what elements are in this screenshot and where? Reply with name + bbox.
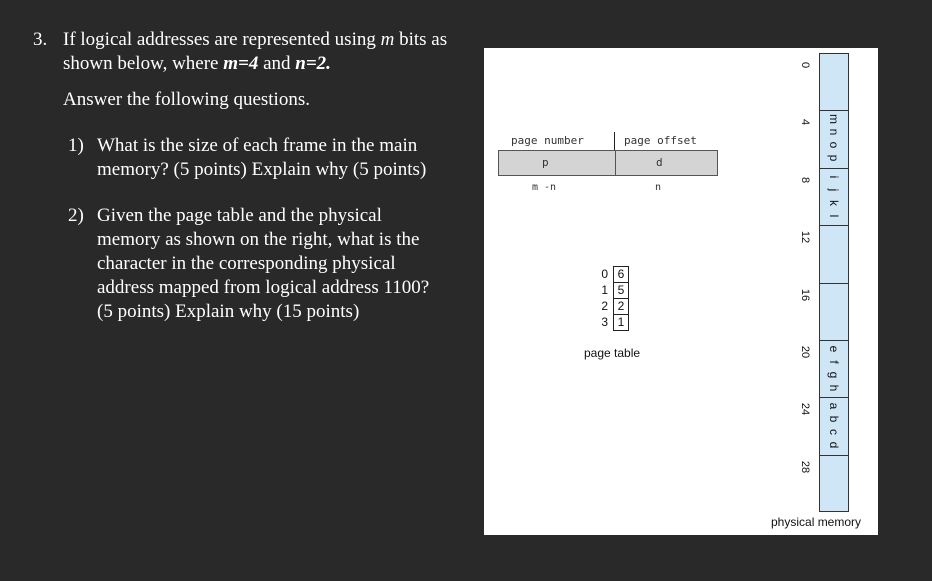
logical-address-box xyxy=(498,150,718,176)
page-number-label: page number xyxy=(511,134,584,147)
page-table-index: 2 xyxy=(601,299,608,313)
memory-address-label: 16 xyxy=(799,288,811,301)
memory-address-label: 12 xyxy=(799,231,811,244)
memory-character: g xyxy=(827,371,841,379)
physical-memory-caption: physical memory xyxy=(771,515,862,529)
page-offset-field: d xyxy=(656,156,663,169)
page-table-frame-cell: 2 xyxy=(613,298,629,315)
sub-question-2-number: 2) xyxy=(68,205,84,226)
page-table-index: 0 xyxy=(601,267,608,281)
page-table-index: 3 xyxy=(601,315,608,329)
memory-character: h xyxy=(827,384,841,392)
question-params: shown below, where m=4 and n=2. xyxy=(63,53,331,74)
memory-address-label: 0 xyxy=(799,61,811,69)
memory-character: p xyxy=(827,155,841,162)
memory-character: k xyxy=(827,199,841,206)
sub-question-2-line-3: character in the corresponding physical xyxy=(97,253,396,274)
figure-panel xyxy=(484,48,878,535)
memory-character: m xyxy=(827,114,841,125)
page-table-frame-cell: 6 xyxy=(613,266,629,283)
memory-character: c xyxy=(827,429,841,436)
page-table-index: 1 xyxy=(601,283,608,297)
memory-character: e xyxy=(827,345,841,353)
memory-address-label: 8 xyxy=(799,176,811,183)
sub-question-1-line-2: memory? (5 points) Explain why (5 points) xyxy=(97,159,427,180)
memory-character: l xyxy=(827,214,841,218)
memory-character: a xyxy=(827,403,841,410)
memory-address-label: 28 xyxy=(799,460,811,473)
frame-divider xyxy=(819,283,849,284)
sub-question-2-line-2: memory as shown on the right, what is the xyxy=(97,229,420,250)
frame-divider xyxy=(819,455,849,456)
memory-character: f xyxy=(827,360,841,364)
sub-question-2-line-4: address mapped from logical address 1100? xyxy=(97,277,430,298)
page-number-field: p xyxy=(542,156,549,169)
memory-address-label: 24 xyxy=(799,403,811,416)
memory-character: j xyxy=(827,188,841,192)
page-number-bits: m -n xyxy=(532,182,557,193)
memory-address-label: 4 xyxy=(799,119,811,126)
page-table-frame-cell: 1 xyxy=(613,314,629,331)
sub-question-1-number: 1) xyxy=(68,135,84,156)
address-box-divider xyxy=(615,151,616,175)
page-offset-label: page offset xyxy=(624,134,697,147)
memory-address-label: 20 xyxy=(799,345,811,359)
page-table-caption: page table xyxy=(584,346,641,360)
frame-divider xyxy=(819,225,849,226)
memory-character: b xyxy=(827,416,841,423)
question-intro: If logical addresses are represented using m bits as xyxy=(63,29,448,50)
page-offset-bits: n xyxy=(655,182,662,193)
memory-character: d xyxy=(827,442,841,449)
sub-question-2-line-1: Given the page table and the physical xyxy=(97,205,382,226)
memory-character: i xyxy=(827,175,841,179)
sub-question-2-line-5: (5 points) Explain why (15 points) xyxy=(97,301,360,322)
question-number: 3. xyxy=(33,29,48,50)
answer-prompt: Answer the following questions. xyxy=(63,89,310,110)
memory-character: o xyxy=(827,142,841,149)
page-table-frame-cell: 5 xyxy=(613,282,629,299)
sub-question-1-line-1: What is the size of each frame in the main xyxy=(97,135,418,156)
memory-character: n xyxy=(827,129,841,136)
label-divider xyxy=(614,132,615,150)
